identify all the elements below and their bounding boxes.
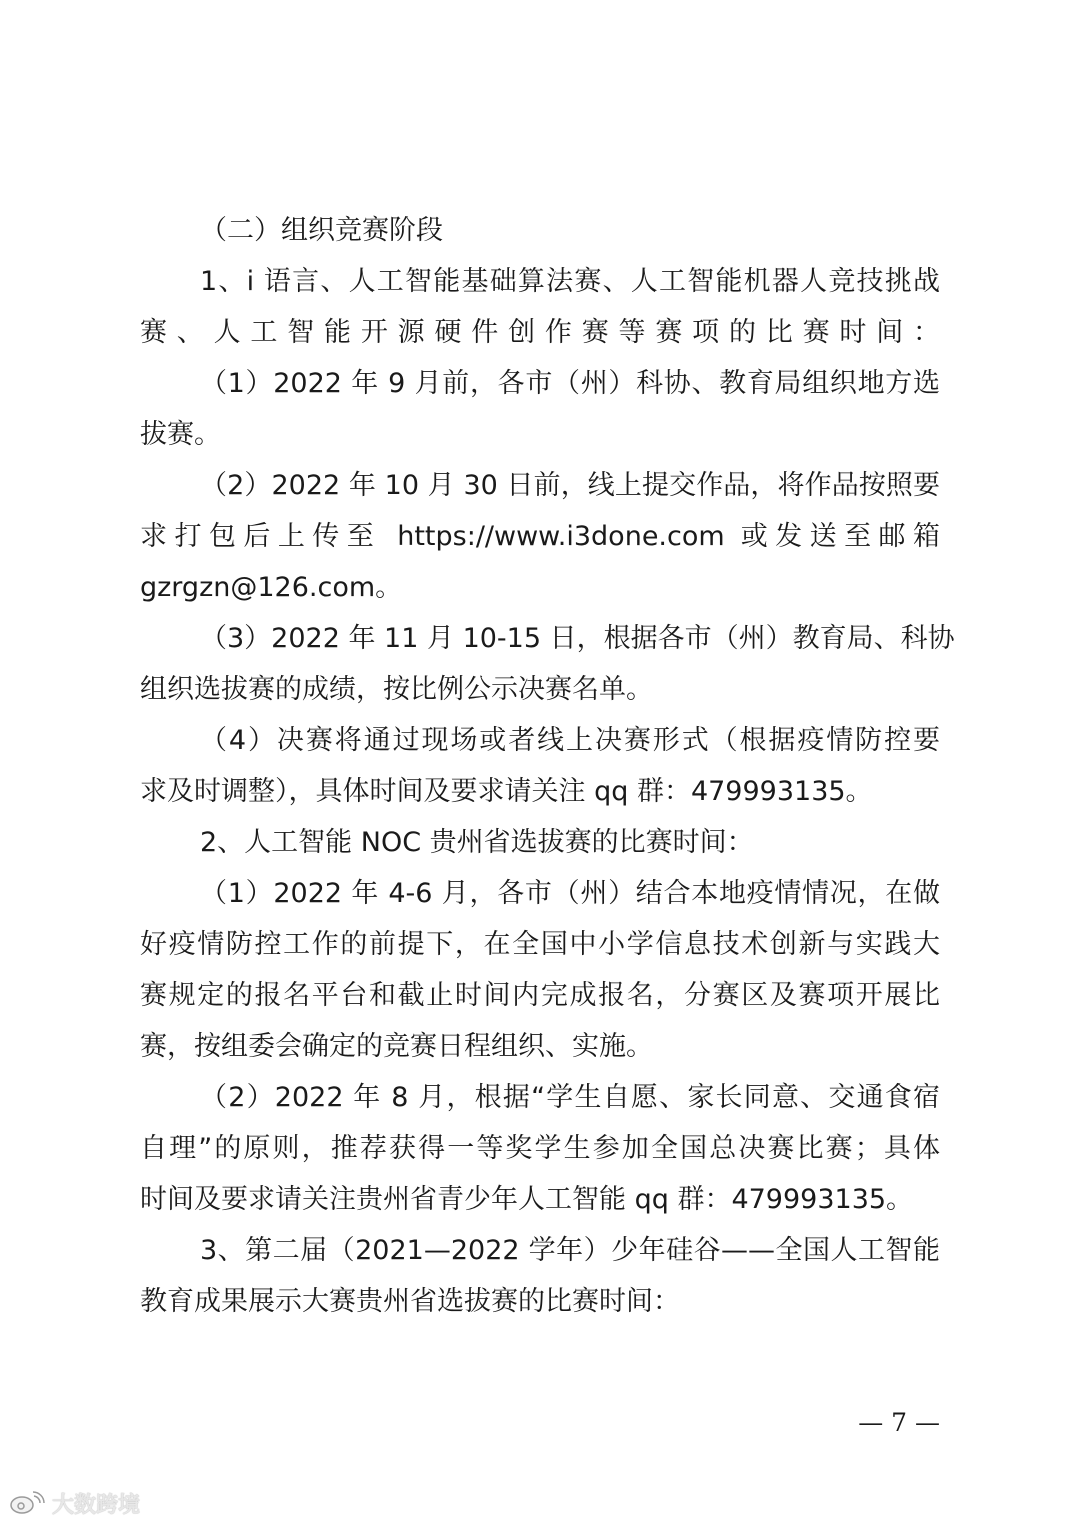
text-line: （2）2022 年 10 月 30 日前，线上提交作品，将作品按照要 (200, 470, 940, 501)
text-line: 赛，按组委会确定的竞赛日程组织、实施。 (140, 1031, 653, 1062)
weibo-logo-icon (8, 1491, 46, 1515)
text-line: 拔赛。 (140, 419, 221, 450)
watermark (8, 1488, 140, 1518)
text-line: 1、i 语言、人工智能基础算法赛、人工智能机器人竞技挑战 (200, 266, 940, 297)
text-line: 赛规定的报名平台和截止时间内完成报名，分赛区及赛项开展比 (140, 980, 940, 1011)
page-number: — 7 — (858, 1408, 940, 1437)
watermark-text: 大数跨境 (52, 1492, 141, 1518)
text-line: 好疫情防控工作的前提下，在全国中小学信息技术创新与实践大 (140, 929, 940, 960)
text-line: 赛、人工智能开源硬件创作赛等赛项的比赛时间： (140, 317, 940, 348)
text-line: （1）2022 年 4-6 月，各市（州）结合本地疫情情况，在做 (200, 878, 940, 909)
text-line: 2、人工智能 NOC 贵州省选拔赛的比赛时间： (200, 827, 754, 858)
text-line: 求打包后上传至 https://www.i3done.com 或发送至邮箱 (140, 521, 940, 552)
section-heading: （二）组织竞赛阶段 (200, 215, 443, 246)
text-line: 3、第二届（2021—2022 学年）少年硅谷——全国人工智能 (200, 1235, 940, 1266)
text-line: 求及时调整），具体时间及要求请关注 qq 群：479993135。 (140, 776, 873, 807)
text-line: （4）决赛将通过现场或者线上决赛形式（根据疫情防控要 (200, 725, 940, 756)
text-line: （2）2022 年 8 月，根据“学生自愿、家长同意、交通食宿 (200, 1082, 940, 1113)
text-line: （1）2022 年 9 月前，各市（州）科协、教育局组织地方选 (200, 368, 940, 399)
text-line: gzrgzn@126.com。 (140, 572, 403, 603)
text-line: 自理”的原则，推荐获得一等奖学生参加全国总决赛比赛；具体 (140, 1133, 940, 1164)
text-line: 组织选拔赛的成绩，按比例公示决赛名单。 (140, 674, 653, 705)
text-line: 时间及要求请关注贵州省青少年人工智能 qq 群：479993135。 (140, 1184, 914, 1215)
text-line: （3）2022 年 11 月 10-15 日，根据各市（州）教育局、科协 (200, 623, 955, 654)
text-line: 教育成果展示大赛贵州省选拔赛的比赛时间： (140, 1286, 680, 1317)
